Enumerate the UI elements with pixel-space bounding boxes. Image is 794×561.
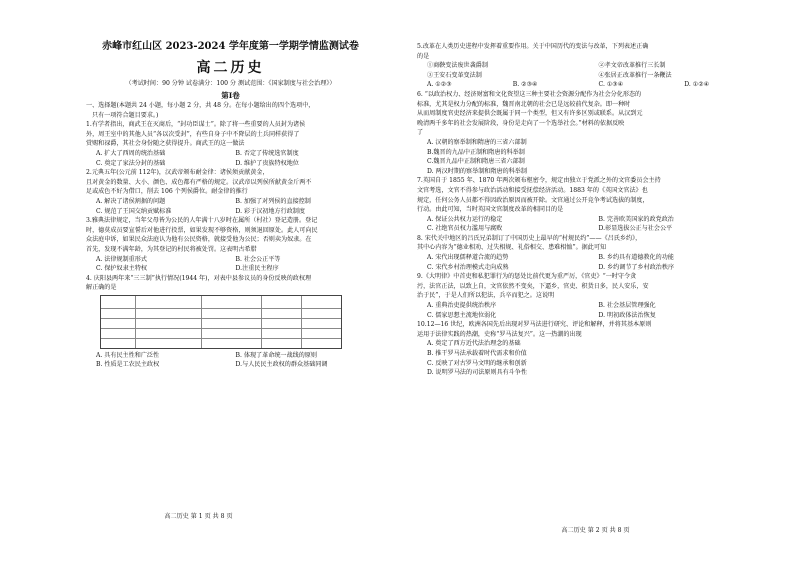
- option-c[interactable]: C. 奠定了家法分封的基础: [96, 159, 166, 167]
- option-b[interactable]: B. 乡约具有道德教化的功能: [598, 254, 674, 262]
- option-a[interactable]: A. 汉朝的察举制和隋唐的三省六部制: [427, 138, 527, 146]
- instructions-line: 一、选择题(本题共 24 小题，每小题 2 分，共 48 分。在每小题给出的四个选项中，: [86, 102, 315, 109]
- question-stem-line: 足或成色不好为借口，削去 106 个列侯爵位。耐金律的推行: [86, 188, 248, 196]
- data-table-image: [100, 295, 342, 349]
- option-c[interactable]: C. 规范了王国交纳贡赋标准: [96, 207, 172, 215]
- question-stem-line: 3.雅典法律规定，当年父母皆为公民的人年满十八岁时在属所（村社）登记造册。登记: [86, 217, 318, 225]
- table-rule: [101, 338, 341, 339]
- question-stem-line: 标准，尤其是权力分配的标准，魏晋南北朝的社会已是远较前代复杂。即一种时: [417, 100, 631, 108]
- question-stem-line: 的是: [417, 52, 430, 60]
- page-footer: 高二历史 第 1 页 共 8 页: [164, 513, 233, 520]
- options: [417, 253, 770, 272]
- option-c[interactable]: C. 保护奴隶主特权: [96, 265, 147, 273]
- option-a[interactable]: A. 宋代出现儒释道合流的趋势: [427, 254, 509, 262]
- page-footer: 高二历史 第 2 页 共 8 页: [561, 527, 630, 534]
- option-c[interactable]: C. ①③④: [598, 81, 624, 89]
- options: [86, 351, 375, 370]
- option-a[interactable]: A. ①②③: [427, 81, 452, 89]
- question-stem-line: 10.12—16 世纪，欧洲各国先后出现对罗马法进行研究、评论和解释，并将其基本原则: [417, 321, 652, 329]
- option-a[interactable]: A. 重典治吏提供统治秩序: [427, 302, 497, 310]
- option-a[interactable]: A. 解决了诸侯割据的问题: [96, 197, 166, 205]
- option-b[interactable]: B. 加强了对列侯的直接控制: [235, 197, 311, 205]
- table-rule: [261, 296, 262, 348]
- part-title: 第Ⅰ卷: [221, 91, 240, 100]
- question-stem-line: 其中心内容为“德业相劝、过失相规、礼俗相交、患难相恤”。据此可知: [417, 244, 607, 252]
- option-d[interactable]: D. 维护了贵族特权地位: [235, 159, 299, 167]
- option-a[interactable]: A. 法律规制重形式: [96, 255, 147, 263]
- options: [86, 197, 375, 216]
- question-stem-line: 从而周制度官吏经济来提供会既属于同一个类型，但又有许多区别或联系。从汉到元: [417, 110, 643, 118]
- option-a[interactable]: A. 扩大了西周的统治基础: [96, 149, 166, 157]
- option-c[interactable]: C. 反映了对古罗马文明的继承和创新: [427, 359, 527, 367]
- option-d[interactable]: D. 说明罗马法的司法原则具有斗争性: [427, 369, 527, 377]
- option-d[interactable]: D.与人民民主政权的群众基础同调: [235, 361, 328, 369]
- table-rule: [301, 296, 302, 348]
- question-stem-line: 外，周王室中的其他人员“各以次受封”，有些自身子中不降层的土兵同样获得了: [86, 130, 300, 138]
- table-rule: [101, 308, 341, 309]
- statement-item: ④张居正改革推行一条鞭法: [598, 71, 672, 79]
- table-rule: [101, 318, 341, 319]
- question-stem-line: 8. 宋代关中地区的吕氏兄弟制订了中国历史上最早的“村规民约”——《吕氏乡约》，: [417, 234, 642, 242]
- question-1: [86, 120, 375, 168]
- question-2: [86, 168, 375, 216]
- instructions-line: 只有一项符合题目要求。): [92, 111, 159, 119]
- options: [417, 301, 770, 320]
- option-a[interactable]: A. 保证公共权力运行的稳定: [427, 215, 503, 223]
- option-a[interactable]: A. 奠定了西方近代法治理念的基础: [427, 340, 521, 348]
- option-d[interactable]: D. 乡约调节了乡村政治秩序: [598, 263, 675, 271]
- question-3: [86, 216, 375, 274]
- question-7: [417, 176, 770, 234]
- options: [86, 149, 375, 168]
- question-5: [417, 42, 770, 90]
- question-stem-line: 6. “以政治权力、经济财富和文化资望这三种主要社会资源分配作为社会分化形态的: [417, 90, 642, 98]
- option-c[interactable]: C. 宋代乡村治理模式走向成熟: [427, 263, 509, 271]
- option-d[interactable]: D. 彩于汉初地方行政制度: [235, 207, 305, 215]
- question-stem-line: 文官考选，文官不得参与政治活动和接受抚偿经济活动。1883 年的《英国文官法》也: [417, 186, 648, 194]
- right-page: [397, 0, 794, 561]
- question-10: [417, 320, 770, 378]
- option-c[interactable]: C.魏晋九品中正制和隋唐三省六部制: [427, 158, 525, 166]
- question-stem-line: 晚清两千多年的社会发展阶段，身份是走向了一个选举社会。”材料的依据反映: [417, 119, 625, 127]
- question-stem-line: 行动。由此可知，当时英国文官制度改革的相同目的是: [417, 206, 564, 214]
- option-b[interactable]: B. 完善欧美国家的政党政治: [598, 215, 674, 223]
- question-stem-line: 治于民”，于是人们所以犯法，兵卒而犯之。这说明: [417, 292, 555, 300]
- options: [417, 215, 770, 234]
- question-stem-line: 9.《大明律》中首吏和私犯罪行为的惩处比前代更为重严厉，《官吏》“一时守令贪: [417, 273, 637, 281]
- option-b[interactable]: B. 社会公正平等: [235, 255, 281, 263]
- question-8: [417, 234, 770, 272]
- question-4: [86, 274, 375, 370]
- option-b[interactable]: B. 推干罗马法承载着时代需求和价值: [427, 350, 527, 357]
- subject-title: 高二历史: [196, 60, 265, 76]
- option-b[interactable]: B. 体现了革命统一战线的原则: [235, 351, 317, 359]
- option-b[interactable]: B. 社会基层管理强化: [598, 302, 656, 310]
- table-rule: [101, 328, 341, 329]
- statement-items: [417, 61, 770, 80]
- option-c[interactable]: C. 儒家思想主流地位弱化: [427, 311, 497, 319]
- question-9: [417, 272, 770, 320]
- question-stem-line: 2.元典五年(公元前 112年)，汉武帝颁布耐金律：诸侯须贡献黄金，: [86, 169, 269, 177]
- option-d[interactable]: D. 明初政体法治恢复: [598, 311, 656, 319]
- question-stem-line: 了: [417, 129, 424, 137]
- question-stem-line: 1.有学者指出，商武王在灭商后，“封功臣谋士”。除了将一些重要的人员封为诸侯: [86, 121, 306, 129]
- option-d[interactable]: D. 两汉时期的察举制和隋唐的科举制: [427, 167, 527, 175]
- question-stem-line: 5.改革在人类历史进程中发挥着重要作用。关于中国历代的变法与改革，下列表述正确: [417, 43, 649, 50]
- option-a[interactable]: A. 具有民主性和广泛性: [96, 351, 160, 359]
- question-stem-line: 且对黄金的数量、大小、颜色、成色都有严格的规定。汉武帝以列侯所献黄金斤两不: [86, 178, 312, 186]
- question-stem-line: 污，法官正法，以致上自，文官依然不变矣，下逼乡，官吏、积货日多，民人安乐，安: [417, 282, 649, 290]
- question-stem-line: 时，德莫成员要宣誓后对他进行投票，如果发现不够资格，则须退回原处。此人可向民: [86, 226, 318, 234]
- question-stem-line: 规定，任何公务人员都不得因政治原因而被开除。文官通过公开竞争考试选拔的制度，: [417, 196, 649, 204]
- option-d[interactable]: D.彰显选拔公正与社会公平: [598, 225, 673, 233]
- question-stem-line: 解正确的是: [86, 284, 117, 292]
- question-stem-line: 首先，发现不满年龄，为其登记的村民将被处罚。这表明古希腊: [86, 245, 257, 253]
- question-6: [417, 90, 770, 176]
- question-stem-line: 7.英国自于 1855 年、1870 年两次颁布枢密令，规定由独立于党派之外的文官委员会主持: [417, 177, 661, 185]
- option-d[interactable]: D.注重民主程序: [235, 265, 279, 273]
- question-stem-line: 4. 庆阳县两年来“三三制”执行情况(1944 年)，对表中县参议员的身份反映的政权理: [86, 274, 312, 282]
- question-stem-line: 众法庭申诉，如果民众法庭认为他有公民资格，就接受他为公民；否则卖为奴隶。在: [86, 236, 312, 244]
- option-c[interactable]: B. 性质是工农民主政权: [96, 361, 160, 369]
- question-stem-line: 运用于法律实践的热潮，史称“罗马法复兴”。这一热潮的出现: [417, 330, 582, 338]
- option-b[interactable]: B.魏晋的九品中正制和隋唐的科举制: [427, 148, 525, 156]
- statement-item: ①商鞅变法废世袭爵制: [427, 62, 488, 70]
- option-b[interactable]: B. ②③④: [512, 81, 538, 89]
- statement-item: ③王安石变革变法制: [427, 71, 482, 79]
- statement-item: ②孝文帝改革推行三长制: [598, 62, 666, 70]
- option-c[interactable]: C. 社绝官员权力滥用与腐败: [427, 225, 503, 233]
- option-d[interactable]: D. ①②④: [684, 81, 710, 89]
- exam-info: （考试时间：90 分钟 试卷满分：100 分 测试范围：《国家制度与社会治理》）: [125, 80, 336, 87]
- option-b[interactable]: B. 否定了传统选官制度: [235, 149, 299, 157]
- question-stem-line: 赏赐和禄爵，其社会身份随之获得提升。商武王的这一做法: [86, 140, 245, 148]
- options: [417, 80, 770, 90]
- table-rule: [135, 296, 136, 348]
- top-spacer: [417, 8, 770, 42]
- table-rule: [201, 296, 202, 348]
- options: [86, 255, 375, 274]
- exam-title: 赤峰市红山区 2023-2024 学年度第一学期学情监测试卷: [102, 41, 359, 52]
